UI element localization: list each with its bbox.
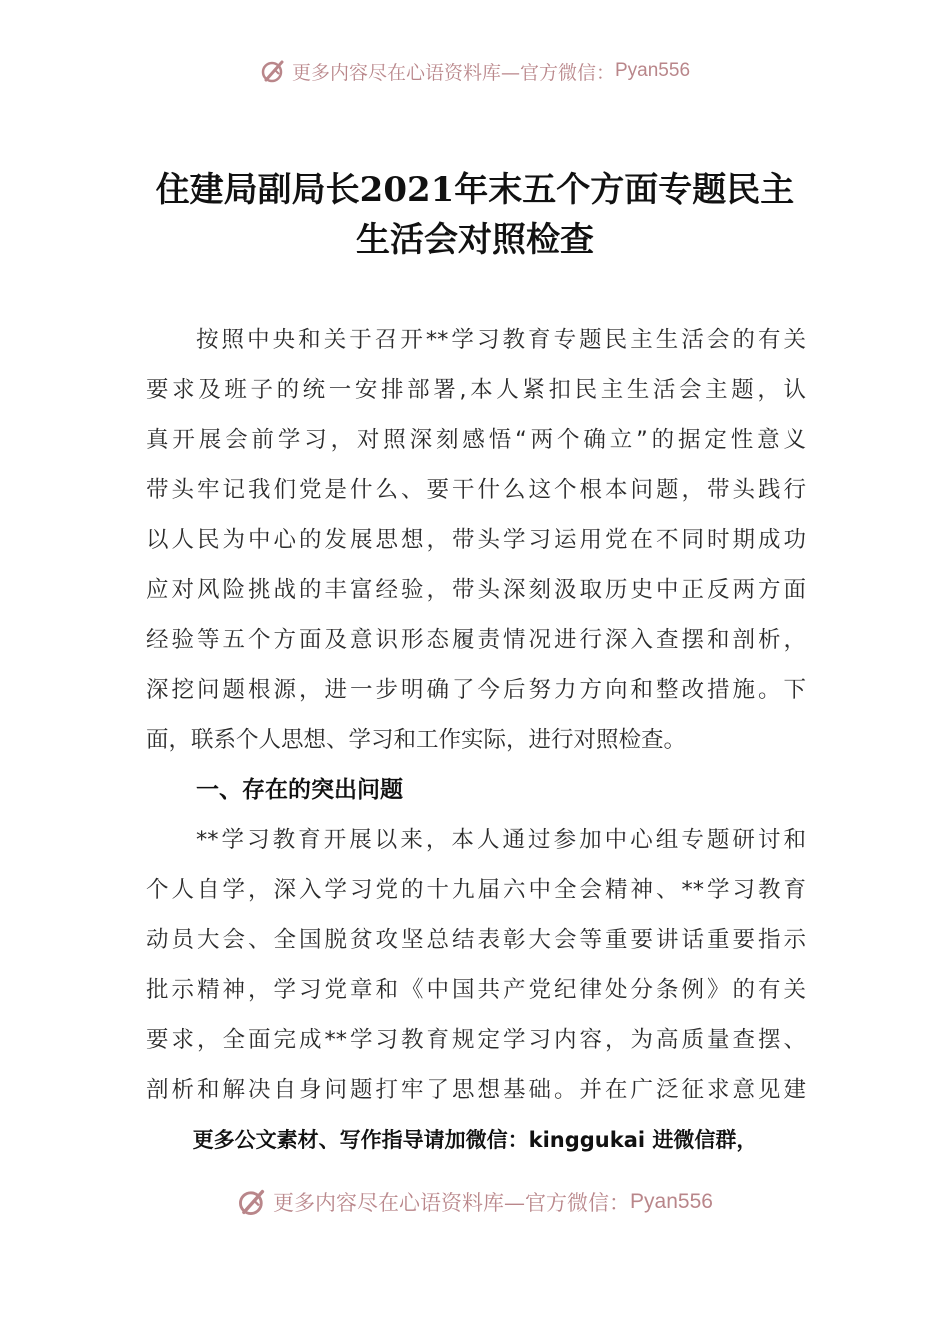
paragraph-line: 真开展会前学习，对照深刻感悟“两个确立”的据定性意义 [146,427,806,453]
paragraph-line: 以人民为中心的发展思想，带头学习运用党在不同时期成功 [146,527,806,553]
paragraph-line: 应对风险挑战的丰富经验，带头深刻汲取历史中正反两方面 [146,577,806,603]
watermark-wechat-id: Pyan556 [630,1190,713,1213]
document-title-line-1: 住建局副局长2021年末五个方面专题民主 [155,170,795,210]
watermark-bottom [0,1185,950,1219]
section-heading: 一、存在的突出问题 [196,777,403,803]
paragraph-line: 按照中央和关于召开**学习教育专题民主生活会的有关 [196,327,806,353]
watermark-text: 更多内容尽在心语资料库—官方微信： [273,1191,631,1215]
paragraph-line: 剖析和解决自身问题打牢了思想基础。并在广泛征求意见建 [146,1077,806,1103]
document-title-line-2: 生活会对照检查 [356,220,594,260]
paragraph-line: 个人自学，深入学习党的十九届六中全会精神、**学习教育 [146,877,806,903]
watermark-wechat-id: Pyan556 [615,60,691,81]
paragraph-line: 要求及班子的统一安排部署,本人紧扣民主生活会主题，认 [146,377,806,403]
watermark-text: 更多内容尽在心语资料库—官方微信： [291,61,615,84]
paragraph-line: 批示精神，学习党章和《中国共产党纪律处分条例》的有关 [146,977,806,1003]
brush-logo-icon [260,58,286,84]
brush-logo-icon [237,1187,267,1217]
paragraph-line: **学习教育开展以来，本人通过参加中心组专题研讨和 [196,827,806,853]
promo-text: 更多公文素材、写作指导请加微信：kinggukai 进微信群， [192,1128,758,1152]
watermark-top [0,56,950,86]
paragraph-line: 动员大会、全国脱贫攻坚总结表彰大会等重要讲话重要指示 [146,927,806,953]
paragraph-line: 经验等五个方面及意识形态履责情况进行深入查摆和剖析， [146,627,806,653]
paragraph-line: 带头牢记我们党是什么、要干什么这个根本问题，带头践行 [146,477,806,503]
paragraph-line: 要求，全面完成**学习教育规定学习内容，为高质量查摆、 [146,1027,806,1053]
paragraph-line: 深挖问题根源，进一步明确了今后努力方向和整改措施。下 [146,677,806,703]
paragraph-line: 面，联系个人思想、学习和工作实际，进行对照检查。 [146,727,687,753]
